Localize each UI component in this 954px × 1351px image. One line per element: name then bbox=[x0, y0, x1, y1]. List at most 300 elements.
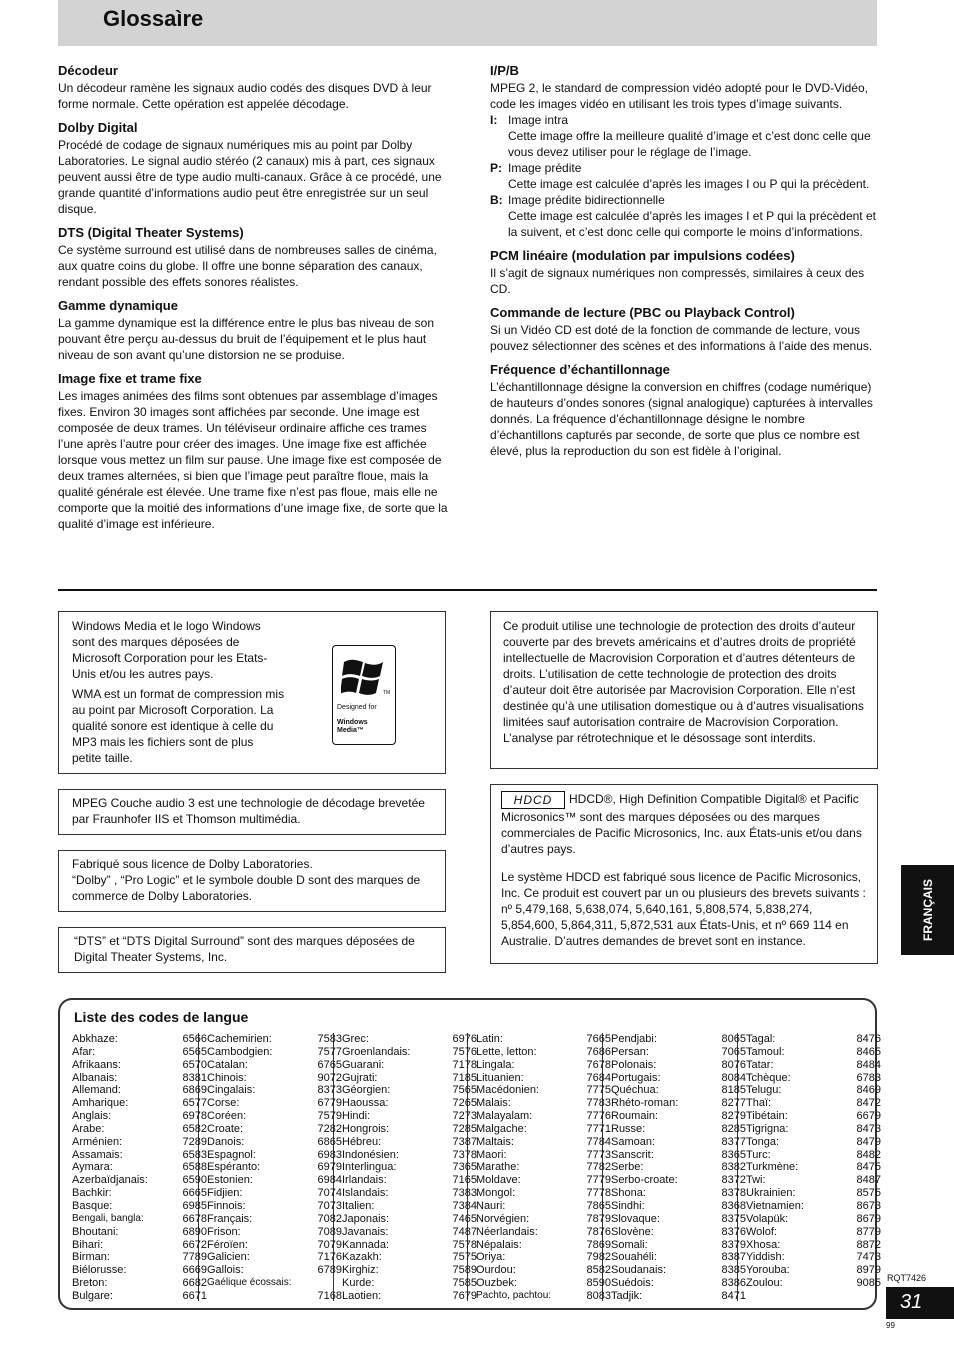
language-row bbox=[207, 1110, 342, 1123]
language-code: 7679 bbox=[452, 1289, 477, 1302]
language-code: 6779 bbox=[317, 1097, 342, 1110]
language-row bbox=[476, 1200, 611, 1213]
glossary-definition: Les images animées des films sont obtenues par assemblage d’images fixes. Environ 30 images sont affichées par seconde. Une image est composée de deux trames. Un téléviseur ordinaire affiche ces trames l’une après l’autre pour créer des images. Une image fixe est affichée lorsque vous mettez un film sur pause. Une image fixe est composée de deux trames alternées, si bien que l’image peut paraître floue, mais la qualité générale est élevée. Une trame fixe n’est pas floue, mais elle ne comporte que la moitié des informations d’une image fixe, de sorte que la qualité d’image est inférieure. bbox=[58, 389, 448, 531]
ipb-name: Image prédite bidirectionnelle bbox=[508, 193, 665, 207]
language-name: Hongrois: bbox=[342, 1122, 390, 1135]
language-row bbox=[72, 1264, 207, 1277]
language-code: 8673 bbox=[856, 1199, 881, 1212]
language-code: 8279 bbox=[721, 1110, 746, 1123]
glossary-term: Image fixe et trame fixe bbox=[58, 371, 202, 386]
wma-text: WMA est un format de compression mis au point par Microsoft Corporation. La qualité sonore est identique à celle du MP3 mais les fichiers sont de plus petite taille. bbox=[72, 687, 285, 765]
language-name: Amharique: bbox=[72, 1097, 129, 1110]
language-code: 7778 bbox=[586, 1187, 611, 1200]
language-code: 8368 bbox=[721, 1199, 746, 1212]
language-name: Serbe: bbox=[611, 1161, 644, 1174]
glossary-entry-gamme-dynamique bbox=[58, 297, 448, 363]
language-name: Oriya: bbox=[476, 1251, 506, 1264]
language-row bbox=[611, 1084, 746, 1097]
language-row bbox=[611, 1174, 746, 1187]
language-code: 8285 bbox=[721, 1122, 746, 1135]
language-row bbox=[746, 1072, 881, 1085]
language-code: 8479 bbox=[856, 1135, 881, 1148]
language-row bbox=[207, 1149, 342, 1162]
language-row bbox=[611, 1161, 746, 1174]
language-code: 6582 bbox=[182, 1122, 207, 1135]
logo-windows: Windows bbox=[337, 719, 368, 726]
language-name: Lette, letton: bbox=[476, 1045, 537, 1058]
language-name: Slovène: bbox=[611, 1225, 654, 1238]
ipb-item-b bbox=[490, 192, 880, 240]
language-name: Laotien: bbox=[342, 1289, 382, 1302]
language-name: Marathe: bbox=[476, 1161, 520, 1174]
language-row bbox=[342, 1213, 477, 1226]
language-code: 7779 bbox=[586, 1174, 611, 1187]
language-row bbox=[476, 1251, 611, 1264]
language-name: Islandais: bbox=[342, 1187, 389, 1200]
language-name: Cachemirien: bbox=[207, 1033, 272, 1045]
language-code: 7665 bbox=[586, 1033, 611, 1045]
language-row bbox=[342, 1251, 477, 1264]
language-name: Finnois: bbox=[207, 1199, 246, 1212]
language-code: 6590 bbox=[182, 1174, 207, 1187]
language-name: Souahéli: bbox=[611, 1251, 657, 1264]
language-name: Féroïen: bbox=[207, 1238, 248, 1251]
language-code: 7465 bbox=[452, 1212, 477, 1225]
language-code: 8382 bbox=[721, 1161, 746, 1174]
language-code: 6588 bbox=[182, 1161, 207, 1174]
language-name: Tagal: bbox=[746, 1033, 776, 1045]
page-title: Glossaìre bbox=[103, 6, 204, 31]
language-name: Yorouba: bbox=[746, 1264, 790, 1277]
ipb-desc: Cette image offre la meilleure qualité d’image et c’est donc celle que vous devez utiliser pour le réglage de l’image. bbox=[508, 129, 871, 159]
glossary-entry-pcm bbox=[490, 247, 880, 297]
language-row bbox=[611, 1251, 746, 1264]
language-code: 6978 bbox=[182, 1110, 207, 1123]
language-row bbox=[476, 1046, 611, 1059]
language-row bbox=[746, 1226, 881, 1239]
language-name: Arménien: bbox=[72, 1135, 123, 1148]
language-code: 7876 bbox=[586, 1225, 611, 1238]
glossary-entry-ipb bbox=[490, 62, 880, 240]
language-row bbox=[72, 1161, 207, 1174]
language-row bbox=[611, 1187, 746, 1200]
language-code: 7789 bbox=[182, 1251, 207, 1264]
language-code: 8471 bbox=[721, 1289, 746, 1302]
language-name: Allemand: bbox=[72, 1084, 121, 1097]
language-code: 7686 bbox=[586, 1045, 611, 1058]
language-row bbox=[207, 1033, 342, 1046]
language-name: Français: bbox=[207, 1212, 253, 1225]
language-code: 7487 bbox=[452, 1225, 477, 1238]
language-name: Soudanais: bbox=[611, 1264, 667, 1277]
language-name: Guarani: bbox=[342, 1058, 385, 1071]
language-code: 6765 bbox=[317, 1058, 342, 1071]
language-name: Ukrainien: bbox=[746, 1187, 796, 1200]
language-name: Maltais: bbox=[476, 1135, 514, 1148]
language-row bbox=[207, 1226, 342, 1239]
language-row bbox=[342, 1187, 477, 1200]
language-name: Tibétain: bbox=[746, 1110, 788, 1123]
language-row bbox=[476, 1226, 611, 1239]
language-row bbox=[72, 1213, 207, 1226]
language-code: 7065 bbox=[721, 1045, 746, 1058]
language-name: Afrikaans: bbox=[72, 1058, 121, 1071]
language-code: 8484 bbox=[856, 1058, 881, 1071]
language-row bbox=[342, 1110, 477, 1123]
language-name: Volapük: bbox=[746, 1212, 789, 1225]
language-row bbox=[207, 1072, 342, 1085]
language-name: Tamoul: bbox=[746, 1045, 785, 1058]
language-row bbox=[72, 1277, 207, 1290]
language-name: Bachkir: bbox=[72, 1187, 112, 1200]
language-code: 8385 bbox=[721, 1264, 746, 1277]
language-row bbox=[746, 1239, 881, 1252]
language-row bbox=[746, 1046, 881, 1059]
language-code: 8065 bbox=[721, 1033, 746, 1045]
language-row bbox=[72, 1251, 207, 1264]
language-name: Latin: bbox=[476, 1033, 503, 1045]
language-code: 6678 bbox=[182, 1212, 207, 1225]
language-code: 8277 bbox=[721, 1097, 746, 1110]
language-code: 7273 bbox=[452, 1110, 477, 1123]
language-code: 7579 bbox=[317, 1110, 342, 1123]
language-row bbox=[611, 1123, 746, 1136]
hdcd-trademark-paragraph bbox=[501, 791, 867, 857]
language-code: 8365 bbox=[721, 1148, 746, 1161]
hdcd-notice bbox=[490, 784, 878, 964]
language-name: Arabe: bbox=[72, 1122, 105, 1135]
language-row bbox=[72, 1239, 207, 1252]
language-name: Pendjabi: bbox=[611, 1033, 657, 1045]
language-name: Estonien: bbox=[207, 1174, 253, 1187]
language-name: Suédois: bbox=[611, 1277, 654, 1290]
language-row bbox=[476, 1161, 611, 1174]
language-name: Tonga: bbox=[746, 1135, 780, 1148]
ipb-item-i bbox=[490, 112, 880, 160]
language-row bbox=[72, 1046, 207, 1059]
mpeg-text: MPEG Couche audio 3 est une technologie de décodage brevetée par Fraunhofer IIS et Thomson multimédia. bbox=[72, 796, 425, 826]
language-code: 6976 bbox=[452, 1033, 477, 1045]
language-column bbox=[72, 1033, 207, 1303]
language-row bbox=[72, 1174, 207, 1187]
language-code: 7176 bbox=[317, 1251, 342, 1264]
language-code: 6983 bbox=[317, 1148, 342, 1161]
language-code: 7578 bbox=[452, 1238, 477, 1251]
language-code: 7576 bbox=[452, 1045, 477, 1058]
language-row bbox=[72, 1059, 207, 1072]
glossary-definition: Ce système surround est utilisé dans de nombreuses salles de cinéma, aux quatre coins du globe. Il offre une bonne séparation des canaux, rendant possible des effets sonores réalistes. bbox=[58, 243, 437, 289]
language-row bbox=[342, 1072, 477, 1085]
language-code: 8779 bbox=[856, 1225, 881, 1238]
language-name: Gaélique écossais: bbox=[207, 1277, 292, 1289]
language-row bbox=[207, 1046, 342, 1059]
language-row bbox=[72, 1084, 207, 1097]
language-row bbox=[207, 1213, 342, 1226]
language-row bbox=[72, 1097, 207, 1110]
language-code: 8378 bbox=[721, 1187, 746, 1200]
language-code: 7365 bbox=[452, 1161, 477, 1174]
language-column bbox=[611, 1033, 746, 1303]
language-row bbox=[72, 1033, 207, 1046]
language-row bbox=[342, 1226, 477, 1239]
glossary-term: Dolby Digital bbox=[58, 120, 138, 135]
glossary-definition: Si un Vidéo CD est doté de la fonction de commande de lecture, vous pouvez sélectionner des scènes et des informations à l’aide des menus. bbox=[490, 323, 873, 353]
glossary-entry-pbc bbox=[490, 304, 880, 354]
language-code: 7289 bbox=[182, 1135, 207, 1148]
language-row bbox=[207, 1136, 342, 1149]
language-row bbox=[72, 1110, 207, 1123]
language-row bbox=[342, 1149, 477, 1162]
language-row bbox=[476, 1264, 611, 1277]
language-code: 7073 bbox=[317, 1199, 342, 1212]
language-name: Néerlandais: bbox=[476, 1225, 538, 1238]
language-row bbox=[342, 1033, 477, 1046]
language-code: 8472 bbox=[856, 1097, 881, 1110]
language-name: Kazakh: bbox=[342, 1251, 382, 1264]
language-code: 8381 bbox=[182, 1071, 207, 1084]
language-code: 7282 bbox=[317, 1122, 342, 1135]
language-row bbox=[207, 1097, 342, 1110]
language-name: Turc: bbox=[746, 1148, 771, 1161]
language-name: Albanais: bbox=[72, 1071, 118, 1084]
language-row bbox=[72, 1187, 207, 1200]
language-code: 8083 bbox=[586, 1289, 611, 1302]
logo-media: Media™ bbox=[337, 727, 364, 734]
language-code: 6565 bbox=[182, 1045, 207, 1058]
dolby-license-text: Fabriqué sous licence de Dolby Laboratories. bbox=[72, 857, 313, 871]
language-code: 8387 bbox=[721, 1251, 746, 1264]
language-code: 7473 bbox=[856, 1251, 881, 1264]
glossary-term: Fréquence d’échantillonnage bbox=[490, 362, 670, 377]
language-column bbox=[342, 1033, 477, 1303]
language-row bbox=[72, 1290, 207, 1303]
language-code: 8185 bbox=[721, 1084, 746, 1097]
language-name: Nauri: bbox=[476, 1199, 506, 1212]
language-row bbox=[207, 1239, 342, 1252]
language-row bbox=[72, 1226, 207, 1239]
windows-media-text: Windows Media et le logo Windows sont des marques déposées de Microsoft Corporation pour les Etats-Unis et/ou les autres pays. bbox=[72, 619, 268, 681]
language-code: 7773 bbox=[586, 1148, 611, 1161]
mpeg-notice bbox=[58, 789, 446, 835]
language-name: Xhosa: bbox=[746, 1238, 781, 1251]
language-code: 6566 bbox=[182, 1033, 207, 1045]
language-name: Roumain: bbox=[611, 1110, 659, 1123]
language-code: 8372 bbox=[721, 1174, 746, 1187]
hdcd-patent-text: Le système HDCD est fabriqué sous licence de Pacific Microsonics, Inc. Ce produit est couvert par un ou plusieurs des brevets suivants : nº 5,479,168, 5,638,074, 5,640,161, 5,808,574, 5,838,274, 5,854,600, 5,864,311, 5,872,531 aux États-Unis, et nº 669 114 en Australie. D’autres demandes de brevet sont en instance. bbox=[501, 870, 866, 948]
language-name: Kirghiz: bbox=[342, 1264, 379, 1277]
glossary-definition: L’échantillonnage désigne la conversion en chiffres (codage numérique) de hauteurs d’ondes sonores (signal analogique) capturées à intervalles donnés. La fréquence d’échantillonnage désigne le nombre d’échantillons capturés par seconde, de sorte que plus ce nombre est élevé, plus la reproduction du son est fidèle à l’original. bbox=[490, 380, 873, 458]
language-code: 8590 bbox=[586, 1277, 611, 1290]
language-row bbox=[476, 1149, 611, 1162]
language-row bbox=[72, 1123, 207, 1136]
dolby-trademark-text: “Dolby” , “Pro Logic” et le symbole double D sont des marques de commerce de Dolby Laboratories. bbox=[72, 873, 421, 903]
language-name: Aymara: bbox=[72, 1161, 113, 1174]
language-row bbox=[476, 1123, 611, 1136]
language-name: Norvégien: bbox=[476, 1212, 530, 1225]
language-code: 6577 bbox=[182, 1097, 207, 1110]
language-name: Japonais: bbox=[342, 1212, 390, 1225]
doc-code: RQT7426 bbox=[887, 1273, 927, 1283]
side-tab-label: FRANÇAIS bbox=[920, 879, 935, 941]
language-code: 6789 bbox=[317, 1264, 342, 1277]
language-code: 6665 bbox=[182, 1187, 207, 1200]
ipb-name: Image prédite bbox=[508, 161, 582, 175]
language-name: Tadjik: bbox=[611, 1289, 643, 1302]
language-name: Sanscrit: bbox=[611, 1148, 654, 1161]
language-name: Polonais: bbox=[611, 1058, 657, 1071]
language-row bbox=[342, 1136, 477, 1149]
language-name: Twi: bbox=[746, 1174, 766, 1187]
language-row bbox=[611, 1226, 746, 1239]
language-row bbox=[476, 1084, 611, 1097]
dts-notice bbox=[58, 927, 446, 973]
language-name: Hébreu: bbox=[342, 1135, 382, 1148]
language-name: Irlandais: bbox=[342, 1174, 387, 1187]
language-name: Abkhaze: bbox=[72, 1033, 118, 1045]
language-name: Zoulou: bbox=[746, 1277, 783, 1290]
language-code: 8076 bbox=[721, 1058, 746, 1071]
language-row bbox=[342, 1239, 477, 1252]
language-column bbox=[476, 1033, 611, 1303]
language-row bbox=[611, 1072, 746, 1085]
glossary-left-column bbox=[58, 62, 448, 539]
language-name: Hindi: bbox=[342, 1110, 371, 1123]
glossary-definition: La gamme dynamique est la différence entre le plus bas niveau de son pouvant être perçu au-dessus du bruit de l’équipement et le plus haut niveau de son avant qu’une distorsion ne se produise. bbox=[58, 316, 435, 362]
language-side-tab bbox=[901, 865, 954, 955]
language-row bbox=[342, 1290, 477, 1303]
language-name: Bengali, bangla: bbox=[72, 1212, 144, 1224]
language-row bbox=[72, 1072, 207, 1085]
language-row bbox=[746, 1251, 881, 1264]
glossary-term: DTS (Digital Theater Systems) bbox=[58, 225, 244, 240]
glossary-right-column bbox=[490, 62, 880, 466]
language-name: Mongol: bbox=[476, 1187, 516, 1200]
language-code: 8379 bbox=[721, 1238, 746, 1251]
language-code: 8377 bbox=[721, 1135, 746, 1148]
footer-small-number: 99 bbox=[886, 1321, 895, 1330]
language-code: 8465 bbox=[856, 1045, 881, 1058]
language-name: Groenlandais: bbox=[342, 1045, 411, 1058]
language-name: Afar: bbox=[72, 1045, 96, 1058]
language-code: 6671 bbox=[182, 1289, 207, 1302]
language-code: 8473 bbox=[856, 1122, 881, 1135]
language-code: 8084 bbox=[721, 1071, 746, 1084]
language-row bbox=[611, 1290, 746, 1303]
language-row bbox=[476, 1239, 611, 1252]
language-row bbox=[207, 1174, 342, 1187]
language-name: Telugu: bbox=[746, 1084, 782, 1097]
language-code: 8469 bbox=[856, 1084, 881, 1097]
language-row bbox=[611, 1239, 746, 1252]
language-column bbox=[746, 1033, 881, 1290]
language-name: Rhéto-roman: bbox=[611, 1097, 679, 1110]
language-row bbox=[476, 1187, 611, 1200]
language-code: 8582 bbox=[586, 1264, 611, 1277]
language-name: Tchèque: bbox=[746, 1071, 791, 1084]
language-name: Macédonien: bbox=[476, 1084, 539, 1097]
glossary-term: Gamme dynamique bbox=[58, 298, 178, 313]
language-name: Gallois: bbox=[207, 1264, 244, 1277]
language-row bbox=[746, 1187, 881, 1200]
glossary-entry-image-fixe bbox=[58, 370, 448, 532]
page-header bbox=[58, 0, 877, 46]
dts-text: “DTS” et “DTS Digital Surround” sont des marques déposées de Digital Theater Systems, Inc. bbox=[74, 934, 415, 964]
glossary-entry-decodeur bbox=[58, 62, 448, 112]
language-row bbox=[476, 1072, 611, 1085]
language-name: Ouzbek: bbox=[476, 1277, 517, 1290]
language-row bbox=[207, 1123, 342, 1136]
language-name: Assamais: bbox=[72, 1148, 123, 1161]
language-row bbox=[342, 1097, 477, 1110]
language-code: 9072 bbox=[317, 1071, 342, 1084]
language-name: Javanais: bbox=[342, 1225, 389, 1238]
language-name: Ourdou: bbox=[476, 1264, 516, 1277]
ipb-key: I: bbox=[490, 113, 498, 127]
language-code: 7185 bbox=[452, 1071, 477, 1084]
language-code: 8475 bbox=[856, 1161, 881, 1174]
language-code: 6679 bbox=[856, 1110, 881, 1123]
language-name: Pachto, pachtou: bbox=[476, 1289, 552, 1301]
language-name: Russe: bbox=[611, 1122, 646, 1135]
language-code: 7082 bbox=[317, 1212, 342, 1225]
language-row bbox=[746, 1059, 881, 1072]
language-codes-title: Liste des codes de langue bbox=[74, 1009, 249, 1025]
glossary-term: PCM linéaire (modulation par impulsions codées) bbox=[490, 248, 795, 263]
windows-media-logo bbox=[332, 645, 396, 745]
language-code: 7589 bbox=[452, 1264, 477, 1277]
language-row bbox=[207, 1059, 342, 1072]
language-name: Bhoutani: bbox=[72, 1225, 119, 1238]
language-name: Maori: bbox=[476, 1148, 507, 1161]
language-row bbox=[342, 1161, 477, 1174]
windows-flag-icon bbox=[341, 654, 387, 700]
language-name: Turkmène: bbox=[746, 1161, 799, 1174]
language-name: Fidjien: bbox=[207, 1187, 243, 1200]
glossary-term: Décodeur bbox=[58, 63, 118, 78]
language-row bbox=[746, 1200, 881, 1213]
language-name: Malayalam: bbox=[476, 1110, 533, 1123]
language-row bbox=[611, 1097, 746, 1110]
language-row bbox=[746, 1264, 881, 1277]
language-code: 7089 bbox=[317, 1225, 342, 1238]
language-name: Géorgien: bbox=[342, 1084, 391, 1097]
language-name: Catalan: bbox=[207, 1058, 248, 1071]
language-code: 7783 bbox=[586, 1097, 611, 1110]
language-code: 7165 bbox=[452, 1174, 477, 1187]
section-divider bbox=[58, 589, 877, 591]
language-row bbox=[72, 1200, 207, 1213]
language-row bbox=[611, 1033, 746, 1046]
language-code: 7782 bbox=[586, 1161, 611, 1174]
macrovision-text: Ce produit utilise une technologie de protection des droits d’auteur couverte par des brevets américains et d’autres droits de propriété intellectuelle de Macrovision Corporation et d’autres détenteurs de droits. L’utilisation de cette technologie de protection des droits d’auteur doit être autorisée par Macrovision Corporation. Elle n’est destinée qu’à une utilisation domestique ou à d’autres visualisations limitées sauf autorisation contraire de Macrovision Corporation. L’analyse par rétrotechnique et le désossage sont interdits. bbox=[503, 619, 864, 745]
language-name: Somali: bbox=[611, 1238, 648, 1251]
language-name: Wolof: bbox=[746, 1225, 777, 1238]
language-name: Indonésien: bbox=[342, 1148, 399, 1161]
language-name: Haoussa: bbox=[342, 1097, 389, 1110]
language-code: 7678 bbox=[586, 1058, 611, 1071]
language-row bbox=[746, 1161, 881, 1174]
page-number: 31 bbox=[886, 1287, 954, 1319]
language-row bbox=[72, 1149, 207, 1162]
language-code: 7583 bbox=[317, 1033, 342, 1045]
language-code: 8979 bbox=[856, 1264, 881, 1277]
language-name: Sindhi: bbox=[611, 1199, 645, 1212]
language-code: 6869 bbox=[182, 1084, 207, 1097]
language-code: 6583 bbox=[182, 1148, 207, 1161]
language-name: Grec: bbox=[342, 1033, 369, 1045]
language-name: Serbo-croate: bbox=[611, 1174, 678, 1187]
language-code: 7982 bbox=[586, 1251, 611, 1264]
